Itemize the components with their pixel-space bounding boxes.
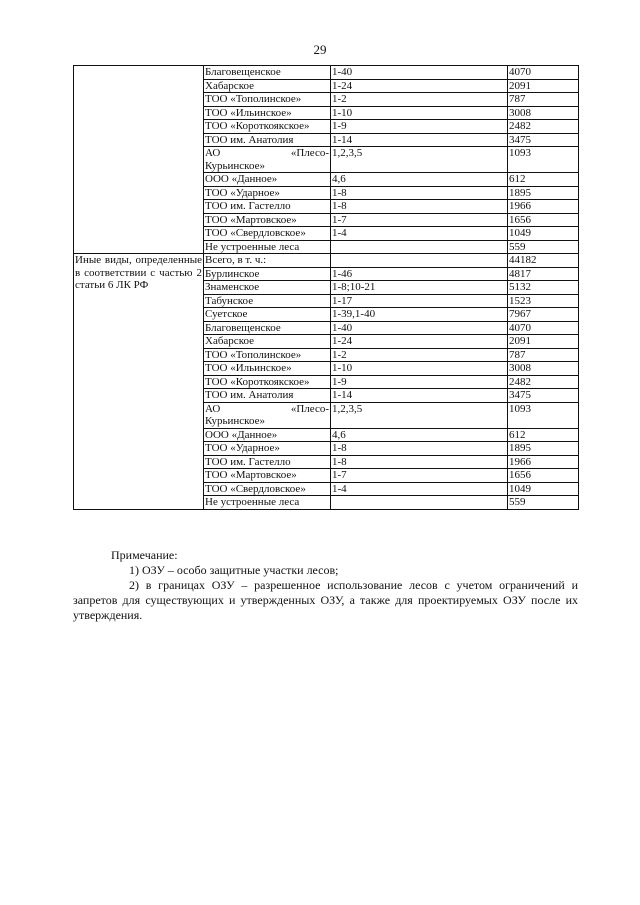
org-name-cell: ТОО «Тополинское» (204, 348, 331, 362)
org-name-part: АО (205, 147, 221, 159)
note-block (73, 548, 578, 623)
quarters-cell: 1-9 (331, 120, 508, 134)
note-item-1: 1) ОЗУ – особо защитные участки лесов; (129, 563, 339, 577)
quarters-cell: 1-2 (331, 93, 508, 107)
table-row (74, 66, 579, 80)
area-cell: 2091 (508, 79, 579, 93)
area-cell: 5132 (508, 281, 579, 295)
area-cell: 4070 (508, 66, 579, 80)
area-cell: 7967 (508, 308, 579, 322)
org-name-cell: ТОО им. Анатолия (204, 389, 331, 403)
area-cell: 1895 (508, 442, 579, 456)
quarters-cell (331, 254, 508, 268)
org-name-part: «Плесо- (290, 402, 329, 415)
area-cell: 1966 (508, 200, 579, 214)
area-cell: 1656 (508, 213, 579, 227)
org-name-part: Курьинское» (205, 415, 265, 427)
quarters-cell: 1-17 (331, 294, 508, 308)
org-name-cell: Хабарское (204, 335, 331, 349)
org-name-cell: ТОО им. Гастелло (204, 200, 331, 214)
area-cell: 559 (508, 240, 579, 254)
area-cell: 1093 (508, 147, 579, 173)
org-name-cell: Табунское (204, 294, 331, 308)
quarters-cell: 1-7 (331, 469, 508, 483)
quarters-cell: 1-40 (331, 321, 508, 335)
category-cell-empty (74, 66, 204, 254)
org-name-cell: ТОО им. Анатолия (204, 133, 331, 147)
org-name-cell: ООО «Данное» (204, 173, 331, 187)
area-cell: 612 (508, 173, 579, 187)
quarters-cell: 1-4 (331, 227, 508, 241)
note-item-2: 2) в границах ОЗУ – разрешенное использование лесов с учетом ограничений и запретов для существующих и утвержденных ОЗУ, а также для проектируемых ОЗУ после их утверждения. (73, 578, 578, 622)
quarters-cell: 1-9 (331, 375, 508, 389)
org-name-cell: ТОО «Ильинское» (204, 362, 331, 376)
quarters-cell: 1-46 (331, 267, 508, 281)
quarters-cell: 1-39,1-40 (331, 308, 508, 322)
area-cell: 1656 (508, 469, 579, 483)
org-name-cell: ТОО «Ударное» (204, 442, 331, 456)
quarters-cell: 1-8 (331, 200, 508, 214)
org-name-line (205, 403, 329, 416)
area-cell: 2482 (508, 120, 579, 134)
org-name-cell: Благовещенское (204, 66, 331, 80)
org-name-cell (204, 402, 331, 428)
org-name-cell: ТОО «Короткоякское» (204, 375, 331, 389)
org-name-cell: ТОО «Свердловское» (204, 227, 331, 241)
area-cell: 3475 (508, 389, 579, 403)
quarters-cell: 1-40 (331, 66, 508, 80)
org-name-part: Курьинское» (205, 159, 265, 172)
org-name-part: АО (205, 402, 221, 415)
quarters-cell: 1-14 (331, 389, 508, 403)
note-heading: Примечание: (111, 548, 178, 562)
org-name-cell: ТОО им. Гастелло (204, 455, 331, 469)
quarters-cell: 1-24 (331, 335, 508, 349)
area-cell: 787 (508, 93, 579, 107)
area-cell: 612 (508, 428, 579, 442)
quarters-cell: 1-8 (331, 455, 508, 469)
page-number: 29 (313, 42, 327, 57)
quarters-cell: 1-8 (331, 442, 508, 456)
area-cell: 2091 (508, 335, 579, 349)
org-name-cell: ООО «Данное» (204, 428, 331, 442)
quarters-cell: 1-2 (331, 348, 508, 362)
quarters-cell: 1-4 (331, 482, 508, 496)
org-name-cell: Всего, в т. ч.: (204, 254, 331, 268)
org-name-cell: ТОО «Ильинское» (204, 106, 331, 120)
quarters-cell: 1-8;10-21 (331, 281, 508, 295)
org-name-cell: Хабарское (204, 79, 331, 93)
quarters-cell: 1-8 (331, 186, 508, 200)
area-cell: 3008 (508, 106, 579, 120)
quarters-cell: 1,2,3,5 (331, 402, 508, 428)
area-cell: 1049 (508, 227, 579, 241)
category-cell: Иные виды, определенные в соответствии с частью 2 статьи 6 ЛК РФ (74, 254, 204, 510)
area-cell: 1523 (508, 294, 579, 308)
quarters-cell (331, 496, 508, 510)
org-name-line (205, 147, 329, 160)
quarters-cell: 1,2,3,5 (331, 147, 508, 173)
area-cell: 4817 (508, 267, 579, 281)
org-name-cell (204, 147, 331, 173)
quarters-cell: 1-7 (331, 213, 508, 227)
area-cell: 1049 (508, 482, 579, 496)
area-cell: 4070 (508, 321, 579, 335)
area-cell: 1895 (508, 186, 579, 200)
org-name-cell: ТОО «Свердловское» (204, 482, 331, 496)
quarters-cell: 1-10 (331, 106, 508, 120)
org-name-cell: ТОО «Тополинское» (204, 93, 331, 107)
org-name-cell: ТОО «Короткоякское» (204, 120, 331, 134)
quarters-cell: 4,6 (331, 173, 508, 187)
table-row (74, 254, 579, 268)
area-cell: 1093 (508, 402, 579, 428)
org-name-cell: Не устроенные леса (204, 496, 331, 510)
org-name-part: «Плесо- (290, 147, 329, 159)
area-cell: 44182 (508, 254, 579, 268)
quarters-cell (331, 240, 508, 254)
org-name-cell: ТОО «Ударное» (204, 186, 331, 200)
org-name-cell: Благовещенское (204, 321, 331, 335)
area-cell: 3475 (508, 133, 579, 147)
area-cell: 2482 (508, 375, 579, 389)
org-name-cell: ТОО «Мартовское» (204, 213, 331, 227)
quarters-cell: 1-24 (331, 79, 508, 93)
org-name-cell: Знаменское (204, 281, 331, 295)
org-name-cell: ТОО «Мартовское» (204, 469, 331, 483)
area-cell: 3008 (508, 362, 579, 376)
forest-table (73, 65, 579, 510)
quarters-cell: 4,6 (331, 428, 508, 442)
area-cell: 787 (508, 348, 579, 362)
forest-table-body (74, 66, 579, 510)
org-name-cell: Бурлинское (204, 267, 331, 281)
area-cell: 559 (508, 496, 579, 510)
org-name-cell: Суетское (204, 308, 331, 322)
org-name-cell: Не устроенные леса (204, 240, 331, 254)
quarters-cell: 1-14 (331, 133, 508, 147)
area-cell: 1966 (508, 455, 579, 469)
quarters-cell: 1-10 (331, 362, 508, 376)
